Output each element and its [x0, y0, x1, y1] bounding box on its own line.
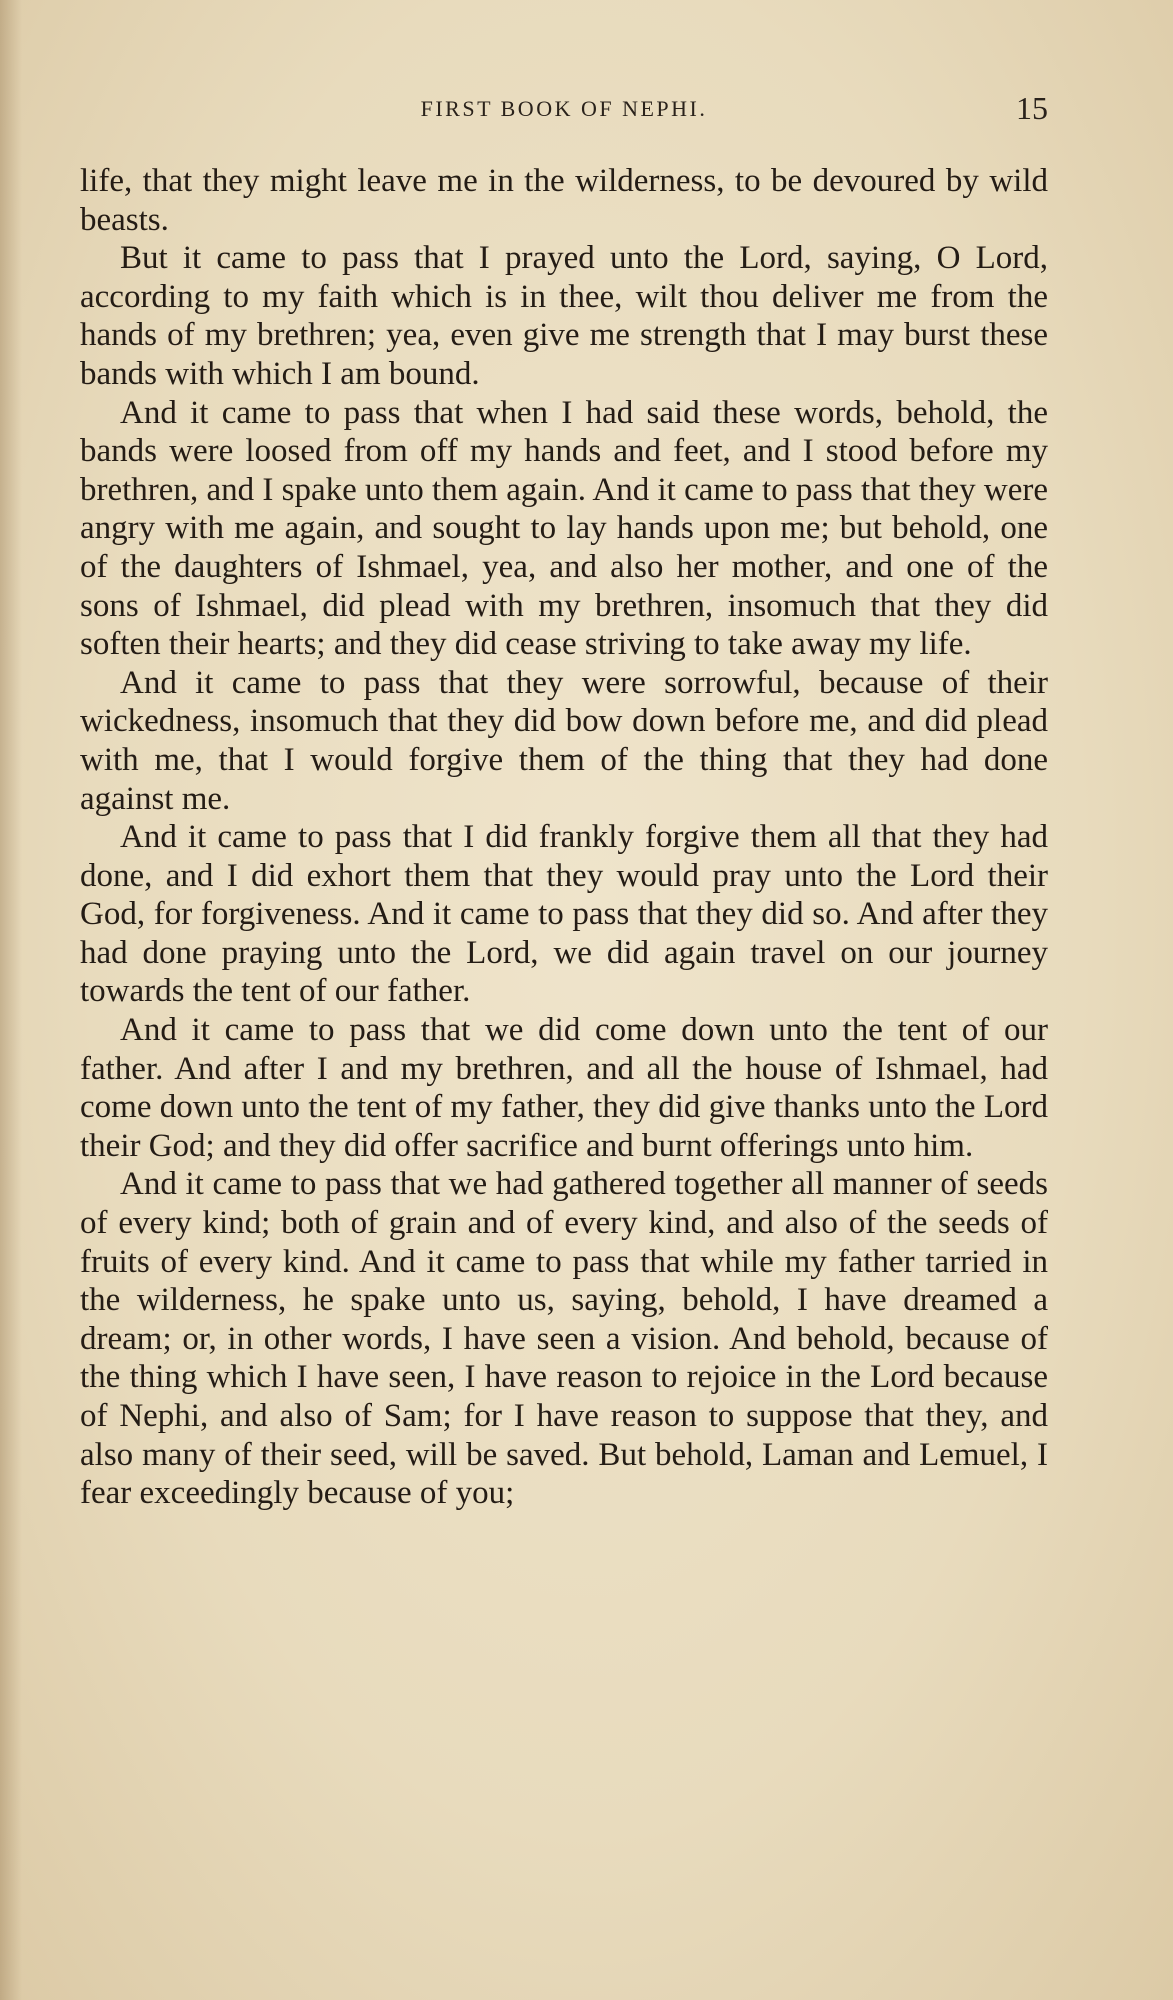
body-text — [80, 162, 1048, 1513]
page-header — [80, 92, 1048, 132]
paragraph-2: But it came to pass that I prayed unto the Lord, saying, O Lord, according to my faith which is in thee, wilt thou deliver me from the hands of my brethren; yea, even give me strength that I may burst these bands with which I am bound. — [80, 240, 1048, 392]
paragraph-6: And it came to pass that we did come down unto the tent of our father. And after I and my brethren, and all the house of Ishmael, had come down unto the tent of my father, they did give thanks unto the Lord their God; and they did offer sacrifice and burnt offerings unto him. — [80, 1012, 1048, 1164]
paragraph-7: And it came to pass that we had gathered together all manner of seeds of every kind; both of grain and of every kind, and also of the seeds of fruits of every kind. And it came to pass that while my father tarried in the wilderness, he spake unto us, saying, behold, I have dreamed a dream; or, in other words, I have seen a vision. And behold, because of the thing which I have seen, I have reason to rejoice in the Lord because of Nephi, and also of Sam; for I have reason to suppose that they, and also many of their seed, will be saved. But behold, Laman and Lemuel, I fear exceedingly because of you; — [80, 1166, 1048, 1512]
paragraph-4: And it came to pass that they were sorrowful, because of their wickedness, insomuch that they did bow down before me, and did plead with me, that I would forgive them of the thing that they had done against me. — [80, 664, 1048, 817]
paragraph-1: life, that they might leave me in the wilderness, to be devoured by wild beasts. — [80, 163, 1048, 238]
paragraph-5: And it came to pass that I did frankly forgive them all that they had done, and I did exhort them that they would pray unto the Lord their God, for forgiveness. And it came to pass that they did so. And after they had done praying unto the Lord, we did again travel on our journey towards the tent of our father. — [80, 819, 1048, 1010]
paragraph-3: And it came to pass that when I had said these words, behold, the bands were loosed from off my hands and feet, and I stood before my brethren, and I spake unto them again. And it came to pass that they were angry with me again, and sought to lay hands upon me; but behold, one of the daughters of Ishmael, yea, and also her mother, and one of the sons of Ishmael, did plead with my brethren, insomuch that they did soften their hearts; and they did cease striving to take away my life. — [80, 394, 1048, 663]
spine-shadow — [0, 0, 22, 2000]
page-number: 15 — [1016, 90, 1048, 126]
running-title: FIRST BOOK OF NEPHI. — [420, 96, 708, 121]
